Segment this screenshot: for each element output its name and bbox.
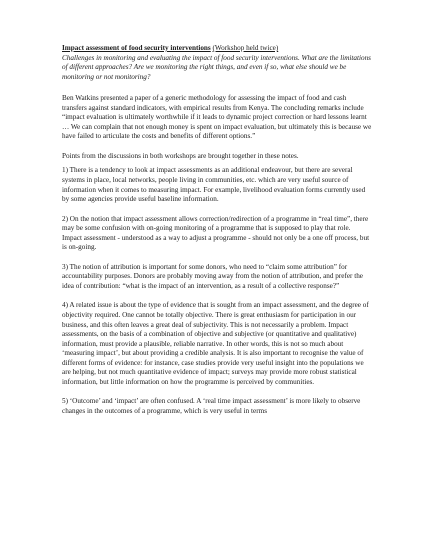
workshop-note: (Workshop held twice) [212, 44, 279, 52]
document-subtitle: Challenges in monitoring and evaluating the impact of food security interventions. What are the limitations of different approaches? Are we monitoring the right things, and even if so, what else should we be monitoring or not monitoring? [62, 53, 371, 81]
point-paragraph-1: 1) There is a tendency to look at impact assessments as an additional endeavour, but there are several systems in place, local networks, people living in communities, etc. which are very useful source of information when it comes to measuring impact. For example, livelihood evaluation forms currently used by some agencies provide useful baseline information. [62, 166, 366, 204]
point-paragraph-5: 5) ‘Outcome’ and ‘impact’ are often confused. A ‘real time impact assessment’ is more likely to observe changes in the outcomes of a programme, which is very useful in terms [62, 397, 361, 415]
point-paragraph-3: 3) The notion of attribution is important for some donors, who need to “claim some attribution” for accountability purposes. Donors are probably moving away from the notion of attribution, and prefer the idea of contribution: “what is the impact of an intervention, as a result of a collective response?” [62, 262, 363, 290]
document-page [62, 44, 372, 427]
point-paragraph-4: 4) A related issue is about the type of evidence that is sought from an impact assessment, and the degree of objectivity required. One cannot be totally objective. There is great enthusiasm for participation in our business, and this often leaves a great deal of subjectivity. This is not necessarily a problem. Impact assessments, on the basis of a combination of objective and subjective (or quantitative and qualitative) information, must provide a plausible, reliable narrative. In other words, this is not so much about ‘measuring impact’, but about providing a credible analysis. It is also important to recognise the value of different forms of evidence: for instance, case studies provide very useful insight into the populations we are helping, but not much quantitative evidence of impact; surveys may provide more robust statistical information, but little information on how the programme is perceived by communities. [62, 301, 369, 386]
points-intro-paragraph: Points from the discussions in both workshops are brought together in these notes. [62, 151, 299, 160]
document-title: Impact assessment of food security interventions [62, 44, 211, 52]
document-heading [62, 44, 372, 54]
intro-paragraph: Ben Watkins presented a paper of a generic methodology for assessing the impact of food and cash transfers against standard indicators, with empirical results from Kenya. The concluding remarks include “impact evaluation is ultimately worthwhile if it leads to dynamic project correction or hard lessons learnt … We can complain that not enough money is spent on impact evaluation, but ultimately this is because we have failed to articulate the costs and benefits of different options.” [62, 94, 372, 141]
point-paragraph-2: 2) On the notion that impact assessment allows correction/redirection of a programme in “real time”, there may be some confusion with on-going monitoring of a programme that is supposed to play that role. Impact assessment - understood as a way to adjust a programme - should not only be a one off process, but is on-going. [62, 214, 370, 252]
